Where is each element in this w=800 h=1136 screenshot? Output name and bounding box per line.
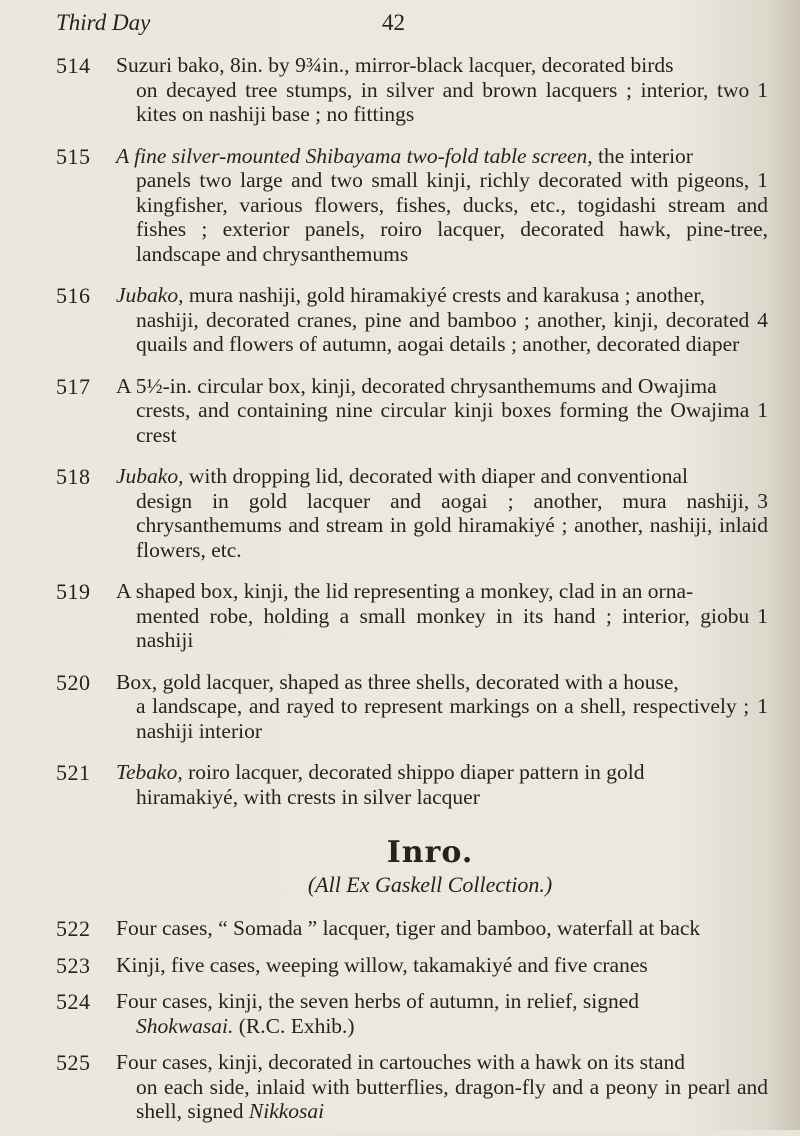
section-heading: Third Day [56, 10, 151, 35]
section-subtitle: (All Ex Gaskell Collection.) [307, 872, 553, 897]
lot-entry [0, 464, 800, 562]
lot-description [116, 579, 768, 653]
lot-continuation [116, 785, 768, 810]
lot-quantity: 1 [757, 168, 768, 192]
lot-quantity: 1 [757, 398, 768, 422]
lot-entry [0, 579, 800, 653]
lot-number: 517 [56, 373, 91, 399]
lot-continuation [116, 78, 768, 127]
lot-signature: Nikkosai [248, 1099, 325, 1123]
lot-quantity: 1 [757, 77, 768, 102]
lot-rest-text: a landscape, and rayed to represent markings on a shell, respectively ; nashiji interior [136, 694, 750, 743]
lot-first-line: Box, gold lacquer, shaped as three shells, decorated with a house, [116, 669, 679, 694]
lot-first-line: with dropping lid, decorated with diaper and conventional [183, 464, 688, 488]
lot-title-italic: Tebako, [116, 760, 183, 784]
lot-continuation [116, 168, 768, 266]
lot-rest-text: panels two large and two small kinji, richly decorated with pigeons, kingfisher, various flowers, fishes, ducks, etc., togidashi stream and fishes ; exterior panels, roiro lacquer, decorated hawk, pine-tree, landscape and chrysanthemums [136, 168, 768, 266]
lot-title-italic: Jubako, [116, 283, 184, 307]
lot-continuation [116, 694, 768, 743]
lot-rest-text: nashiji, decorated cranes, pine and bamboo ; another, kinji, decorated quails and flowers of autumn, aogai details ; another, decorated diaper [136, 307, 750, 356]
lot-number: 519 [56, 579, 91, 604]
lot-entry [0, 916, 800, 941]
lot-entry [0, 953, 800, 978]
lot-description [116, 283, 768, 357]
lot-rest-text: crests, and containing nine circular kinji boxes forming the Owajima crest [136, 398, 750, 447]
page-number: 42 [382, 10, 405, 35]
lot-first-line: A shaped box, kinji, the lid representing a monkey, clad in an orna- [116, 579, 694, 603]
lot-description [116, 953, 768, 978]
lot-number: 518 [56, 464, 91, 489]
lot-title-italic: Jubako, [116, 464, 184, 488]
lot-entry [0, 989, 800, 1038]
lot-entry [0, 283, 800, 357]
lot-rest-text: mented robe, holding a small monkey in its hand ; interior, giobu nashiji [136, 603, 750, 652]
lot-first-line: Four cases, kinji, decorated in cartouches with a hawk on its stand [116, 1050, 686, 1074]
lot-description [116, 670, 768, 744]
lot-rest-text: design in gold lacquer and aogai ; another, mura nashiji, chrysanthemums and stream in gold hiramakiyé ; another, nashiji, inlaid flowers, etc. [136, 488, 768, 562]
page-header [56, 10, 756, 38]
lot-list [0, 53, 800, 1136]
lot-rest-text: hiramakiyé, with crests in silver lacquer [136, 784, 480, 809]
lot-number: 516 [56, 283, 91, 308]
lot-entry [0, 144, 800, 267]
lot-entry [0, 374, 800, 448]
lot-first-line: mura nashiji, gold hiramakiyé crests and karakusa ; another, [183, 283, 706, 307]
lot-first-line: A 5½-in. circular box, kinji, decorated chrysanthemums and Owajima [116, 373, 717, 398]
lot-quantity: 1 [757, 603, 768, 628]
lot-entry [0, 670, 800, 744]
lot-first-line: Kinji, five cases, weeping willow, takamakiyé and five cranes [116, 952, 648, 977]
lot-description [116, 374, 768, 448]
lot-description [116, 989, 768, 1038]
lot-number: 523 [56, 952, 91, 978]
lot-quantity: 3 [757, 488, 768, 513]
lot-number: 525 [56, 1050, 91, 1075]
lot-rest-text: on decayed tree stumps, in silver and brown lacquers ; interior, two kites on nashiji base ; no fittings [136, 77, 750, 126]
lot-number: 514 [56, 53, 91, 78]
section-title: Inro. [386, 835, 474, 870]
lot-continuation [116, 1014, 768, 1039]
lot-description [116, 53, 768, 127]
lot-title-italic: A fine silver-mounted Shibayama two-fold table screen, [116, 143, 593, 168]
lot-rest-text: (R.C. Exhib.) [233, 1013, 355, 1038]
lot-description [116, 1050, 768, 1124]
lot-continuation [116, 308, 768, 357]
lot-continuation [116, 604, 768, 653]
lot-description [116, 464, 768, 562]
lot-first-line: Suzuri bako, 8in. by 9¾in., mirror-black lacquer, decorated birds [116, 53, 674, 77]
lot-first-line: Four cases, kinji, the seven herbs of autumn, in relief, signed [116, 989, 640, 1013]
lot-description [116, 760, 768, 809]
lot-continuation [116, 398, 768, 447]
lot-description [116, 916, 768, 941]
lot-number: 522 [56, 916, 91, 941]
lot-continuation [116, 1075, 768, 1124]
lot-continuation [116, 489, 768, 563]
lot-entry [0, 53, 800, 127]
lot-entry [0, 760, 800, 809]
lot-first-line: Four cases, “ Somada ” lacquer, tiger and bamboo, waterfall at back [116, 916, 701, 940]
lot-entry [0, 1050, 800, 1124]
lot-rest-text: on each side, inlaid with butterflies, dragon-fly and a peony in pearl and shell, signed [136, 1074, 768, 1123]
lot-description [116, 144, 768, 267]
lot-quantity: 4 [757, 307, 768, 332]
lot-first-line: the interior [592, 143, 693, 168]
lot-number: 524 [56, 989, 91, 1014]
lot-number: 521 [56, 760, 91, 785]
lot-quantity: 1 [757, 694, 768, 718]
lot-number: 515 [56, 143, 91, 169]
lot-number: 520 [56, 669, 91, 695]
lot-signature: Shokwasai. [136, 1013, 234, 1038]
lot-first-line: roiro lacquer, decorated shippo diaper pattern in gold [182, 760, 645, 784]
